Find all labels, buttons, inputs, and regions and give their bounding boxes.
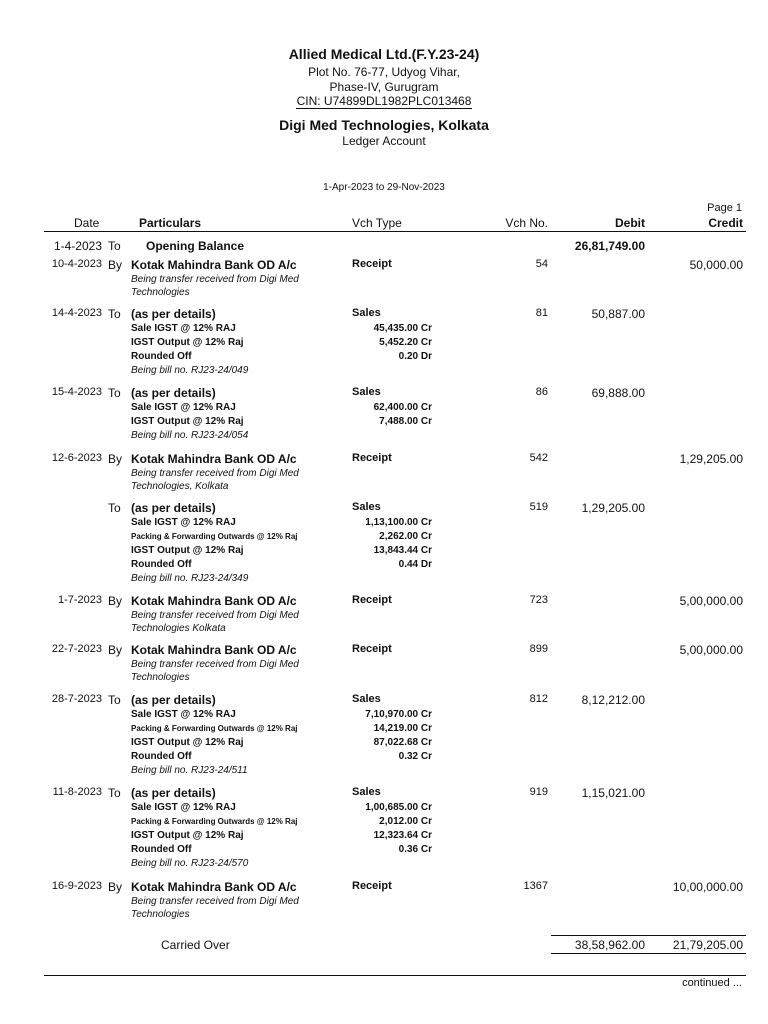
date: 11-8-2023 xyxy=(52,786,102,798)
vch-type: Sales xyxy=(352,501,381,513)
narration: Being transfer received from Digi Med Technologies, Kolkata xyxy=(131,468,299,492)
narration: Being bill no. RJ23-24/054 xyxy=(131,430,249,441)
detail-name: Rounded Off xyxy=(131,751,192,762)
vch-no: 723 xyxy=(529,594,548,606)
totals-bottom-rule xyxy=(551,953,746,954)
detail-amount: 0.44 Dr xyxy=(398,559,432,570)
vch-no: 81 xyxy=(535,307,548,319)
to-by: By xyxy=(108,258,123,272)
debit: 8,12,212.00 xyxy=(581,693,645,707)
vch-type: Receipt xyxy=(352,258,392,270)
to-by: To xyxy=(108,693,121,707)
continued-note: continued ... xyxy=(682,977,742,989)
totals-top-rule xyxy=(551,935,746,936)
detail-name: Sale IGST @ 12% RAJ xyxy=(131,323,236,334)
detail-name: Sale IGST @ 12% RAJ xyxy=(131,802,236,813)
detail-name: IGST Output @ 12% Raj xyxy=(131,545,244,556)
credit: 5,00,000.00 xyxy=(679,643,743,657)
to-by: To xyxy=(108,501,121,515)
narration: Being bill no. RJ23-24/349 xyxy=(131,573,249,584)
debit-total: 38,58,962.00 xyxy=(574,938,645,952)
detail-name: Rounded Off xyxy=(131,559,192,570)
detail-name: Rounded Off xyxy=(131,844,192,855)
to-by: To xyxy=(108,786,121,800)
debit: 1,29,205.00 xyxy=(581,501,645,515)
col-date: Date xyxy=(74,216,100,230)
vch-no: 1367 xyxy=(523,880,548,892)
credit: 50,000.00 xyxy=(689,258,743,272)
particular: Kotak Mahindra Bank OD A/c xyxy=(131,452,297,466)
credit: 10,00,000.00 xyxy=(672,880,743,894)
vch-no: 542 xyxy=(529,452,548,464)
detail-name: Packing & Forwarding Outwards @ 12% Raj xyxy=(131,724,298,733)
col-debit: Debit xyxy=(615,216,645,230)
detail-name: Sale IGST @ 12% RAJ xyxy=(131,517,236,528)
document-title: Ledger Account xyxy=(342,134,426,148)
date: 1-4-2023 xyxy=(53,239,102,253)
detail-amount: 7,488.00 Cr xyxy=(379,416,432,427)
detail-name: Rounded Off xyxy=(131,351,192,362)
vch-type: Sales xyxy=(352,693,381,705)
to-by: By xyxy=(108,452,123,466)
particular: Kotak Mahindra Bank OD A/c xyxy=(131,594,297,608)
debit: 69,888.00 xyxy=(591,386,645,400)
particular: (as per details) xyxy=(131,386,216,400)
address-line-1: Plot No. 76-77, Udyog Vihar, xyxy=(308,65,460,79)
header-rule xyxy=(44,231,746,232)
carried-over-label: Carried Over xyxy=(161,938,230,952)
col-particulars: Particulars xyxy=(139,216,202,230)
particular: Kotak Mahindra Bank OD A/c xyxy=(131,643,297,657)
vch-type: Receipt xyxy=(352,594,392,606)
address-line-2: Phase-IV, Gurugram xyxy=(329,80,439,94)
col-vch-type: Vch Type xyxy=(352,216,402,230)
particular: (as per details) xyxy=(131,307,216,321)
narration: Being transfer received from Digi Med Technologies Kolkata xyxy=(131,610,299,634)
detail-name: Sale IGST @ 12% RAJ xyxy=(131,402,236,413)
to-by: To xyxy=(108,386,121,400)
particular: (as per details) xyxy=(131,693,216,707)
vch-no: 54 xyxy=(535,258,548,270)
detail-amount: 2,262.00 Cr xyxy=(379,531,432,542)
detail-amount: 87,022.68 Cr xyxy=(373,737,432,748)
narration: Being bill no. RJ23-24/570 xyxy=(131,858,249,869)
narration: Being transfer received from Digi Med Technologies xyxy=(131,659,299,683)
company-name: Allied Medical Ltd.(F.Y.23-24) xyxy=(288,46,480,62)
debit: 50,887.00 xyxy=(591,307,645,321)
detail-amount: 13,843.44 Cr xyxy=(373,545,432,556)
narration: Being bill no. RJ23-24/049 xyxy=(131,365,249,376)
debit: 1,15,021.00 xyxy=(581,786,645,800)
col-vch-no: Vch No. xyxy=(505,216,548,230)
vch-type: Receipt xyxy=(352,452,392,464)
detail-name: IGST Output @ 12% Raj xyxy=(131,737,244,748)
detail-name: Packing & Forwarding Outwards @ 12% Raj xyxy=(131,532,298,541)
cin-text: CIN: U74899DL1982PLC013468 xyxy=(296,94,472,108)
to-by: By xyxy=(108,594,123,608)
detail-amount: 7,10,970.00 Cr xyxy=(365,709,432,720)
to-by: To xyxy=(108,239,121,253)
detail-amount: 1,13,100.00 Cr xyxy=(365,517,432,528)
detail-amount: 14,219.00 Cr xyxy=(373,723,432,734)
detail-name: Packing & Forwarding Outwards @ 12% Raj xyxy=(131,817,298,826)
party-name: Digi Med Technologies, Kolkata xyxy=(279,117,489,133)
opening-debit: 26,81,749.00 xyxy=(574,239,645,253)
credit: 1,29,205.00 xyxy=(679,452,743,466)
vch-type: Sales xyxy=(352,786,381,798)
credit-total: 21,79,205.00 xyxy=(672,938,743,952)
detail-name: IGST Output @ 12% Raj xyxy=(131,830,244,841)
date: 28-7-2023 xyxy=(51,693,102,705)
vch-type: Receipt xyxy=(352,880,392,892)
particular: (as per details) xyxy=(131,786,216,800)
particular: (as per details) xyxy=(131,501,216,515)
date: 12-6-2023 xyxy=(51,452,102,464)
vch-no: 899 xyxy=(529,643,548,655)
period-range: 1-Apr-2023 to 29-Nov-2023 xyxy=(323,182,445,193)
detail-amount: 12,323.64 Cr xyxy=(373,830,432,841)
detail-amount: 0.20 Dr xyxy=(398,351,432,362)
opening-label: Opening Balance xyxy=(146,239,245,253)
date: 14-4-2023 xyxy=(51,307,102,319)
detail-amount: 0.32 Cr xyxy=(398,751,432,762)
detail-name: Sale IGST @ 12% RAJ xyxy=(131,709,236,720)
narration: Being bill no. RJ23-24/511 xyxy=(131,765,248,776)
vch-type: Receipt xyxy=(352,643,392,655)
date: 16-9-2023 xyxy=(51,880,102,892)
detail-amount: 0.36 Cr xyxy=(398,844,432,855)
date: 15-4-2023 xyxy=(51,386,102,398)
to-by: By xyxy=(108,643,123,657)
detail-amount: 2,012.00 Cr xyxy=(379,816,432,827)
vch-type: Sales xyxy=(352,307,381,319)
vch-no: 812 xyxy=(529,693,548,705)
col-credit: Credit xyxy=(708,216,743,230)
particular: Kotak Mahindra Bank OD A/c xyxy=(131,880,297,894)
page-number: Page 1 xyxy=(707,202,742,214)
detail-amount: 5,452.20 Cr xyxy=(379,337,432,348)
vch-no: 919 xyxy=(529,786,548,798)
date: 1-7-2023 xyxy=(57,594,102,606)
footer-rule xyxy=(44,975,746,976)
detail-amount: 1,00,685.00 Cr xyxy=(365,802,432,813)
vch-type: Sales xyxy=(352,386,381,398)
cin-line xyxy=(0,94,768,108)
vch-no: 86 xyxy=(535,386,548,398)
detail-amount: 45,435.00 Cr xyxy=(373,323,432,334)
to-by: To xyxy=(108,307,121,321)
detail-name: IGST Output @ 12% Raj xyxy=(131,416,244,427)
particular: Kotak Mahindra Bank OD A/c xyxy=(131,258,297,272)
vch-no: 519 xyxy=(529,501,548,513)
to-by: By xyxy=(108,880,123,894)
date: 10-4-2023 xyxy=(51,258,102,270)
detail-name: IGST Output @ 12% Raj xyxy=(131,337,244,348)
credit: 5,00,000.00 xyxy=(679,594,743,608)
detail-amount: 62,400.00 Cr xyxy=(373,402,432,413)
date: 22-7-2023 xyxy=(51,643,102,655)
narration: Being transfer received from Digi Med Technologies xyxy=(131,896,299,920)
narration: Being transfer received from Digi Med Technologies xyxy=(131,274,299,298)
